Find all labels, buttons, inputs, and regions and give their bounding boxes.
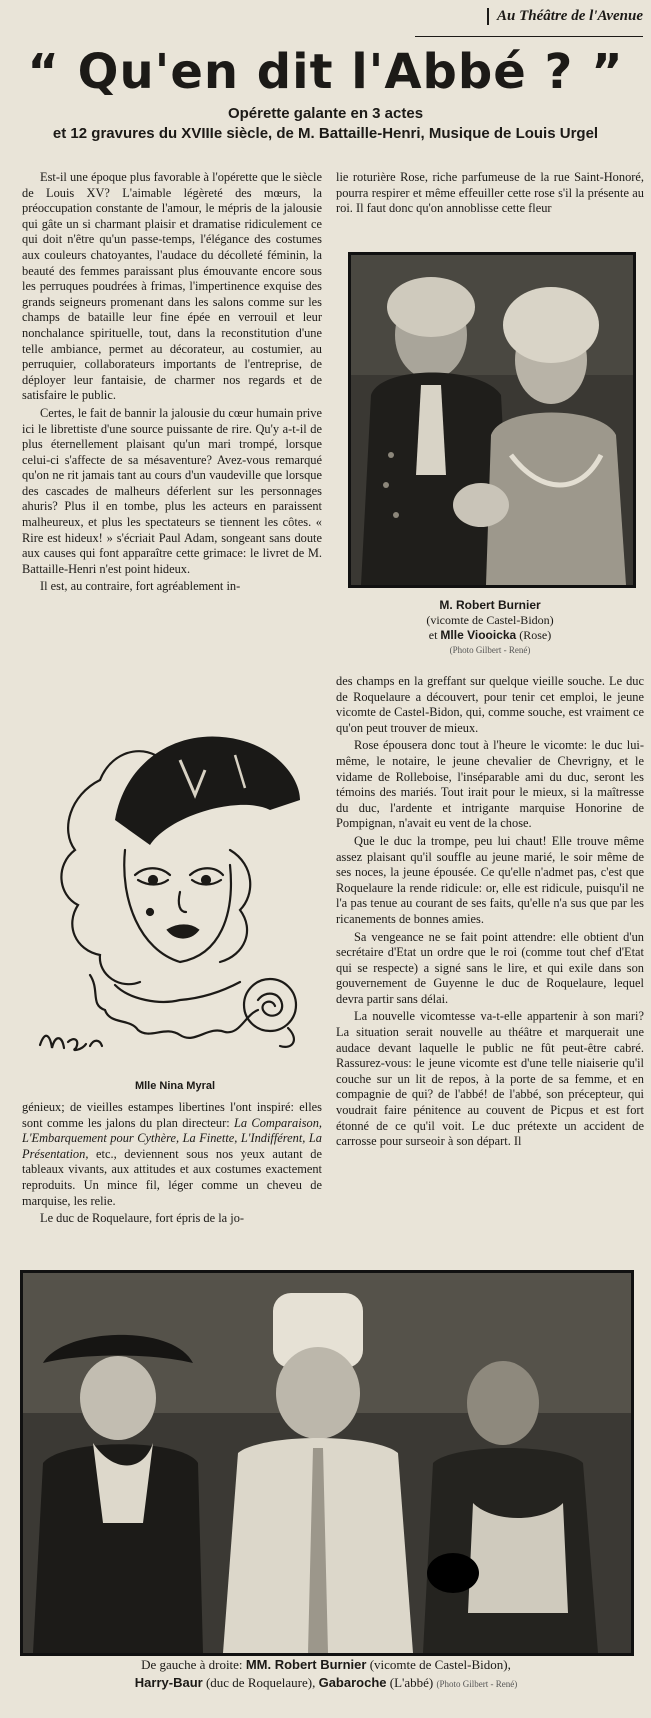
running-head: Au Théâtre de l'Avenue: [487, 8, 643, 25]
photo-2-prefix: De gauche à droite:: [141, 1657, 243, 1672]
column-right-bottom: [336, 674, 644, 1254]
paragraph-2: Certes, le fait de bannir la jalousie du cœur humain prive ici le librettiste d'une source puissante de rire. Qu'y a-t-il de plus éternellement plaisant qu'un mari trompé, lorsque celui-ci s'affecte de sa mésaventure? Avez-vous remarqué qu'on ne rit jamais tant au cours d'un vaudeville que lorsque des cascades de malheurs déferlent sur les personnages ahuris? Plus il en tombe, plus les acteurs en paraissent malheureux, et plus les spectateurs se tiennent les côtes. « Rire est hideux! » s'écriait Paul Adam, songeant sans doute aux causes qui font apparaître cette grimace: le livret de M. Battaille-Henri n'est point hideux.: [22, 405, 322, 576]
paragraph-6: lie roturière Rose, riche parfumeuse de la rue Saint-Honoré, pourra respirer et même effeuiller cette rose s'il la présente au roi. Il faut donc qu'on annoblisse cette fleur: [336, 170, 644, 216]
photo-2-name-2: Harry-Baur: [134, 1675, 203, 1690]
photo-2-role-2: (duc de Roquelaure),: [205, 1675, 316, 1690]
column-left-bottom: [22, 1100, 322, 1252]
subtitle-line-2: et 12 gravures du XVIIIe siècle, de M. Battaille-Henri, Musique de Louis Urgel: [52, 125, 599, 142]
paragraph-9: Que le duc la trompe, peu lui chaut! Elle trouve même assez plaisant qu'il souffle au jeune marié, le soir même de ses noces, la jeune épousée. Ce qu'elle n'admet pas, c'est que Roquelaure la rende ridicule: or, elle est ridicule, puisqu'il ne l'a pas tenue au courant de ses faits, qu'elle n'a sus que par les ricanements de bonnes amies.: [336, 833, 644, 926]
paragraph-11: La nouvelle vicomtesse va-t-elle appartenir à son mari? La situation serait nouvelle au théâtre et marquerait une audace devant laquelle le public ne fût peut-être cabré. Rassurez-vous: le jeune vicomte est d'une telle niaiserie qu'il couche sur un lit de repos, à la porte de sa femme, et en compagnie de qui? de l'abbé! de l'abbé, son précepteur, qui voudrait faire pénitence au couvent de Picpus et est fort étonné de ce qu'il voit. Le duc prétexte un accident de carrosse pour surseoir à son départ. Il: [336, 1009, 644, 1149]
photo-2-role-1: (vicomte de Castel-Bidon),: [369, 1657, 511, 1672]
photo-2-name-1: MM. Robert Burnier: [245, 1657, 367, 1672]
column-left-top: [22, 170, 322, 680]
drawing-caption: Mlle Nina Myral: [134, 1080, 216, 1092]
paragraph-4-end: etc., deviennent sous nos yeux autant de tableaux vivants, aux attitudes et aux costumes exactement reproduits. Un mince fil, léger comme un cheveu de marquise, les relie.: [22, 1146, 322, 1208]
photo-1-and: et: [428, 628, 438, 642]
header-rule: [415, 36, 643, 37]
subtitle-line-1: Opérette galante en 3 actes: [227, 105, 424, 122]
photo-2-credit: (Photo Gilbert - René): [436, 1679, 518, 1689]
paragraph-8: Rose épousera donc tout à l'heure le vicomte: le duc lui-même, le notaire, le jeune chevalier de Chevrigny, et le vidame de Rolleboise, l'inséparable ami du duc, seront les témoins des mariés. Tout irait pour le mieux, si la maîtresse du duc, l'ardente et intrigante marquise Honorine de Pompignan, n'avait eu vent de la chose.: [336, 738, 644, 831]
photo-2-name-3: Gabaroche: [318, 1675, 387, 1690]
nina-myral-drawing: [30, 700, 320, 1070]
paragraph-7: des champs en la greffant sur quelque vieille souche. Le duc de Roquelaure a découvert, pour tenir cet emploi, le jeune vicomte de Castel-Bidon, qui, comme souche, est vraiment ce qu'on peut trouver de mieux.: [336, 674, 644, 735]
photo-1-name-2: Mlle Viooicka: [440, 628, 517, 642]
article-subtitle: [0, 104, 651, 144]
photo-1-role-1: (vicomte de Castel-Bidon): [426, 613, 554, 627]
photo-1-caption: [350, 598, 630, 658]
photo-1-credit: (Photo Gilbert - René): [449, 645, 531, 655]
photo-2-role-3: (L'abbé): [389, 1675, 434, 1690]
photo-1-role-2: (Rose): [519, 628, 552, 642]
paragraph-4-start: génieux; de vieilles estampes libertines l'ont inspiré: elles sont comme les jalons du plan directeur:: [22, 1100, 322, 1130]
photo-burnier-viorika: [348, 252, 636, 588]
photo-burnier-harrybaur-gabaroche: [20, 1270, 634, 1656]
photo-2-caption: [20, 1656, 632, 1693]
photo-1-name-1: M. Robert Burnier: [439, 598, 541, 612]
paragraph-10: Sa vengeance ne se fait point attendre: elle obtient d'un secrétaire d'Etat un ordre que le roi (comme tout chef d'Etat qui se respecte) a signé sans le lire, et qui exile dans son gouvernement de Guyenne le duc de Roquelaure, lequel devra partir sans délai.: [336, 929, 644, 1006]
paragraph-5: Le duc de Roquelaure, fort épris de la jo-: [40, 1211, 245, 1226]
article-title: “ Qu'en dit l'Abbé ? ”: [27, 44, 624, 100]
estampes-titles: La Comparaison, L'Embarquement pour Cythère, La Finette, L'Indifférent, La Présentation,: [22, 1115, 322, 1161]
paragraph-1: Est-il une époque plus favorable à l'opérette que le siècle de Louis XV? L'aimable légèreté des mœurs, la préoccupation constante de l'amour, le mépris de la jalousie qui gâte un si charmant plaisir et dramatise ridiculement ce qui doit n'être qu'un passe-temps, l'élégance des costumes aux couleurs chatoyantes, l'audace du décolleté féminin, la beauté des femmes paraissant plus émouvante encore sous les perruques poudrées à frimas, l'impertinence exquise des grands seigneurs promenant dans les salons comme sur les champs de bataille leur fine épée en verrouil et leur nonchalance spirituelle, tout, dans la reconstitution d'une telle ambiance, permet au décorateur, au costumier, au perruquier, collaborateurs importants de l'entreprise, de déployer leur fantaisie, de charmer nos regards et de satisfaire le public.: [22, 170, 322, 403]
paragraph-4: [22, 1100, 322, 1209]
paragraph-3: Il est, au contraire, fort agréablement in-: [40, 579, 241, 594]
column-right-top: [336, 170, 644, 230]
